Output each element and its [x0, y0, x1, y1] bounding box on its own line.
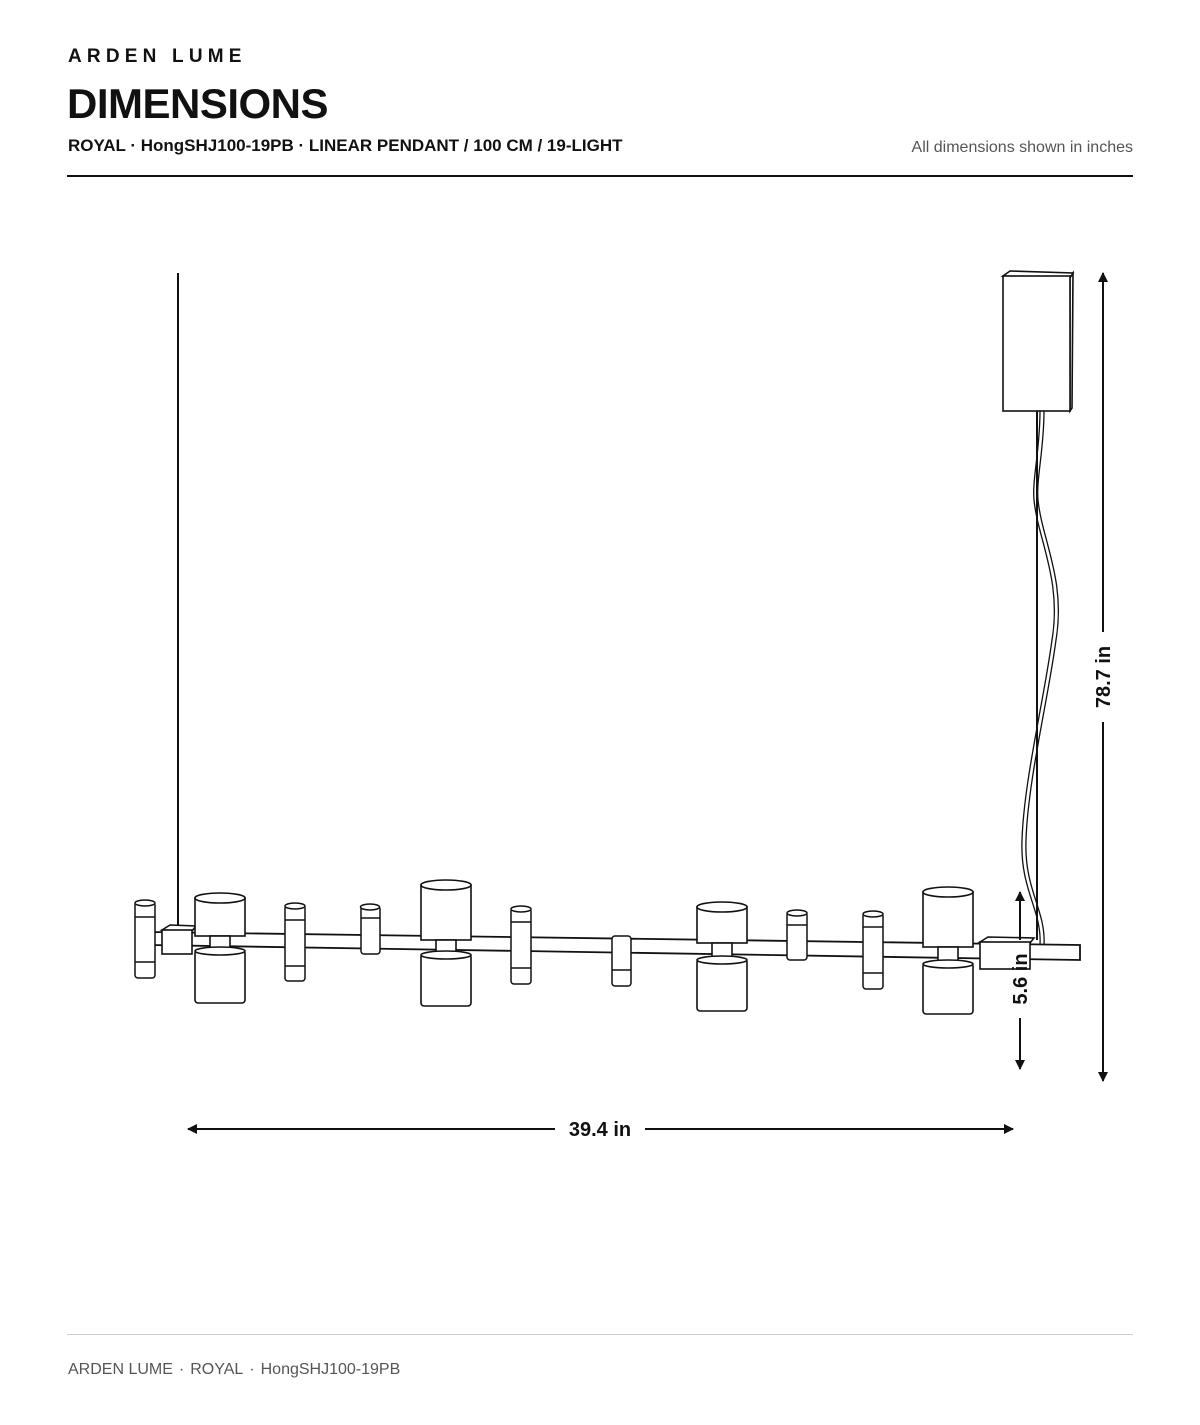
small-light-4: [511, 906, 531, 984]
small-light-5: [612, 936, 631, 986]
mounting-block-left: [162, 925, 196, 954]
units-note: All dimensions shown in inches: [911, 139, 1133, 156]
small-light-1: [135, 900, 155, 978]
page-title: DIMENSIONS: [67, 80, 329, 127]
footer-separator: ·: [178, 1361, 185, 1378]
height-dimension: [1093, 273, 1115, 1081]
footer: [68, 1361, 400, 1379]
brand-name: ARDEN LUME: [68, 46, 247, 67]
small-light-2: [285, 903, 305, 981]
body-height-dimension-label: 5.6 in: [1010, 953, 1032, 1005]
height-dimension-label: 78.7 in: [1093, 645, 1115, 709]
small-light-3: [361, 904, 381, 954]
body-height-dimension: [1010, 892, 1032, 1069]
footer-separator: ·: [249, 1361, 255, 1378]
width-dimension-label: 39.4 in: [568, 1119, 632, 1141]
large-light-3: [697, 902, 747, 1011]
footer-collection: ROYAL: [190, 1361, 244, 1378]
small-light-6: [787, 910, 807, 960]
width-dimension: [188, 1119, 1013, 1141]
ceiling-canopy: [1003, 271, 1073, 411]
footer-model: HongSHJ100-19PB: [260, 1361, 401, 1378]
footer-divider: [67, 1334, 1133, 1335]
footer-brand: ARDEN LUME: [68, 1361, 173, 1378]
large-light-1: [195, 893, 245, 1003]
small-light-7: [863, 911, 883, 989]
product-subtitle: ROYAL · HongSHJ100-19PB · LINEAR PENDANT / 100 CM / 19-LIGHT: [68, 136, 623, 155]
